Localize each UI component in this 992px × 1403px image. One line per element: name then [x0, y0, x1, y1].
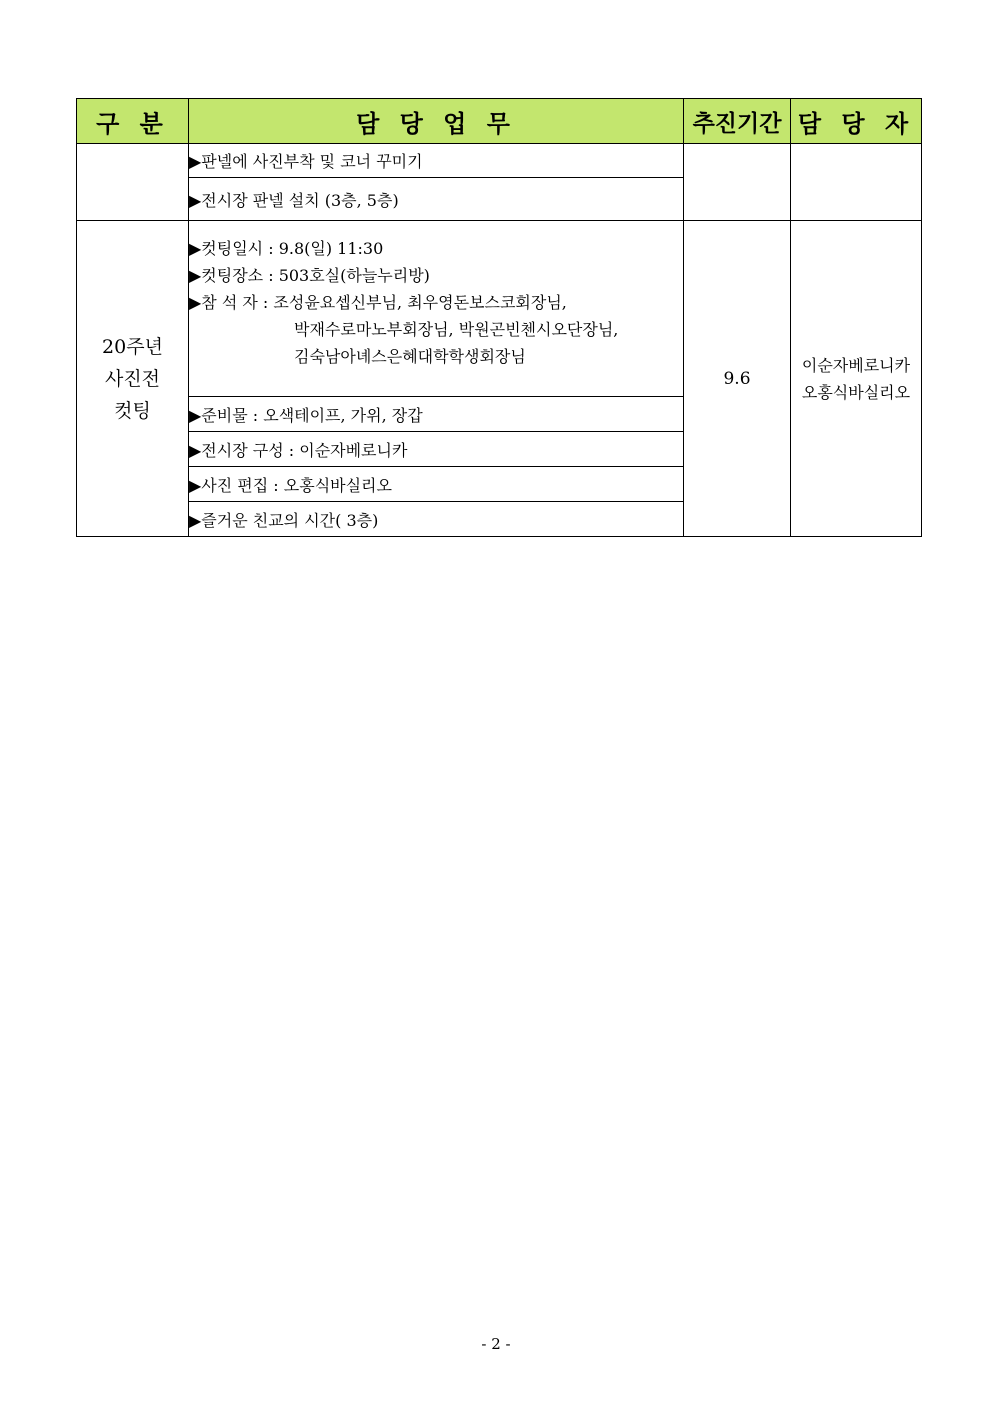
attendees-cont: 김숙남아녜스은혜대학학생회장님: [294, 347, 526, 366]
header-duties: 담 당 업 무: [189, 99, 684, 144]
cutting-datetime: ▶컷팅일시 : 9.8(일) 11:30: [189, 239, 384, 258]
section2-task-fellowship: ▶즐거운 친교의 시간( 3층): [189, 502, 684, 537]
header-category: 구 분: [77, 99, 189, 144]
header-period: 추진기간: [684, 99, 791, 144]
person-line: 오홍식바실리오: [801, 382, 911, 402]
section2-main-task: [189, 221, 684, 397]
table-header-row: [77, 99, 922, 144]
section1-task-2: ▶전시장 판넬 설치 (3층, 5층): [189, 178, 684, 221]
attendees: ▶참 석 자 : 조성윤요셉신부님, 최우영돈보스코회장님,: [189, 293, 567, 312]
category-line: 사진전: [104, 367, 161, 390]
table-row: [77, 144, 922, 178]
section2-person: [791, 221, 922, 537]
section2-task-supplies: ▶준비물 : 오색테이프, 가위, 장갑: [189, 397, 684, 432]
section2-task-exhibit: ▶전시장 구성 : 이순자베로니카: [189, 432, 684, 467]
attendees-cont: 박재수로마노부회장님, 박원곤빈첸시오단장님,: [294, 320, 619, 339]
category-line: 컷팅: [114, 399, 151, 422]
section2-category: [77, 221, 189, 537]
section1-period: [684, 144, 791, 221]
cutting-place: ▶컷팅장소 : 503호실(하늘누리방): [189, 266, 430, 285]
section2-period: 9.6: [684, 221, 791, 537]
table-row: [77, 221, 922, 397]
section1-category: [77, 144, 189, 221]
work-plan-table: [76, 98, 922, 537]
section1-person: [791, 144, 922, 221]
section1-task-1: ▶판넬에 사진부착 및 코너 꾸미기: [189, 144, 684, 178]
category-line: 20주년: [102, 335, 163, 358]
person-line: 이순자베로니카: [801, 355, 911, 375]
section2-task-photo-edit: ▶사진 편집 : 오홍식바실리오: [189, 467, 684, 502]
page-number: - 2 -: [481, 1335, 511, 1353]
header-person: 담 당 자: [791, 99, 922, 144]
